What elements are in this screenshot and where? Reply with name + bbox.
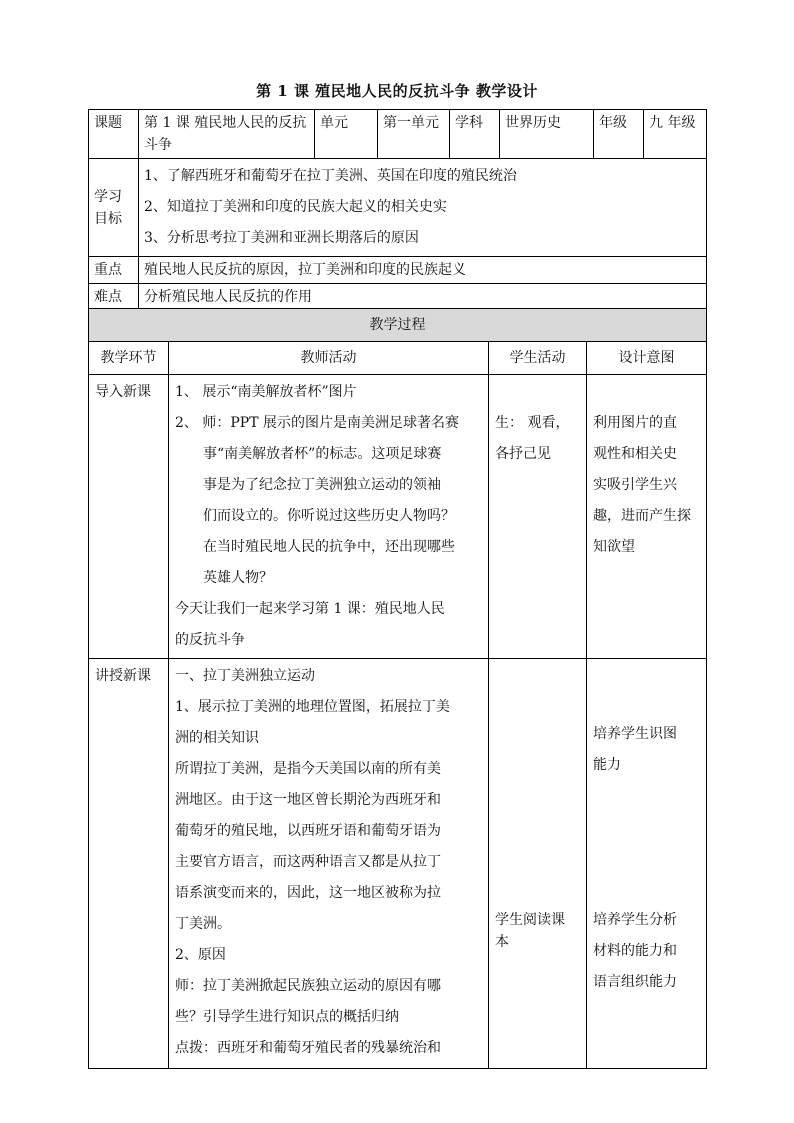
grade-label: 年级 (594, 110, 644, 159)
text-line: 葡萄牙的殖民地，以西班牙语和葡萄牙语为 (175, 823, 441, 839)
subject-value: 世界历史 (500, 110, 594, 159)
subject-label: 学科 (450, 110, 500, 159)
intro-row (89, 375, 707, 659)
lecture-row (89, 659, 707, 1069)
difficult-label: 难点 (89, 284, 139, 311)
text-line: 培养学生识图 (593, 726, 677, 742)
info-row-key (89, 257, 707, 284)
unit-value: 第一单元 (378, 110, 450, 159)
text-line: 学生阅读课 (495, 912, 565, 928)
text-line: 观性和相关史 (593, 446, 677, 462)
text-line: 材料的能力和 (593, 943, 677, 959)
text-line: 生： 观看， (495, 415, 570, 431)
text-line: 趣，进而产生探 (593, 508, 691, 524)
key-label: 重点 (89, 257, 139, 284)
text-line: 些？引导学生进行知识点的概括归纳 (175, 1009, 399, 1025)
info-row-difficult (89, 284, 707, 311)
text-line: 点拨：西班牙和葡萄牙殖民者的残暴统治和 (175, 1040, 441, 1056)
text-line: 洲地区。由于这一地区曾长期沦为西班牙和 (175, 792, 441, 808)
text-line: 语言组织能力 (593, 974, 677, 990)
header-student: 学生活动 (489, 342, 587, 375)
unit-label: 单元 (315, 110, 378, 159)
text-line: 一、拉丁美洲独立运动 (175, 668, 315, 684)
text-line: 今天让我们一起来学习第 1 课：殖民地人民 (175, 601, 445, 617)
text-line: 2、原因 (175, 947, 226, 963)
process-section-row (89, 309, 707, 342)
text-line: 洲的相关知识 (175, 730, 259, 746)
text-line: 利用图片的直 (593, 415, 677, 431)
intro-teacher-activity (169, 375, 489, 659)
process-table (88, 308, 707, 1069)
text-line: 英雄人物？ (203, 570, 273, 586)
difficult-value: 分析殖民地人民反抗的作用 (139, 284, 707, 311)
intro-student-activity (489, 375, 587, 659)
text-line: 事是为了纪念拉丁美洲独立运动的领袖 (203, 477, 441, 493)
text-line: 师：拉丁美洲掀起民族独立运动的原因有哪 (175, 978, 441, 994)
process-section-title: 教学过程 (89, 309, 707, 342)
text-line: 事“南美解放者杯”的标志。这项足球赛 (203, 446, 442, 462)
goal-item: 3、分析思考拉丁美洲和亚洲长期落后的原因 (144, 230, 419, 246)
header-teacher: 教师活动 (169, 342, 489, 375)
text-line: 各抒己见 (495, 446, 551, 462)
intro-stage: 导入新课 (89, 375, 169, 659)
goals-list (139, 159, 707, 257)
text-line: 所谓拉丁美洲，是指今天美国以南的所有美 (175, 761, 441, 777)
course-label: 课题 (89, 110, 139, 159)
grade-value: 九 年级 (644, 110, 707, 159)
spacer (593, 781, 700, 905)
text-line: 语系演变而来的，因此，这一地区被称为拉 (175, 885, 441, 901)
text-line: 1、展示拉丁美洲的地理位置图，拓展拉丁美 (175, 699, 450, 715)
info-row-goals (89, 159, 707, 257)
lecture-stage: 讲授新课 (89, 659, 169, 1069)
header-stage: 教学环节 (89, 342, 169, 375)
text-line: 们而设立的。你听说过这些历史人物吗？ (203, 508, 455, 524)
text-line: 本 (495, 934, 509, 950)
text-line: 能力 (593, 757, 621, 773)
goal-item: 2、知道拉丁美洲和印度的民族大起义的相关史实 (144, 199, 447, 215)
info-table (88, 109, 707, 311)
key-value: 殖民地人民反抗的原因，拉丁美洲和印度的民族起义 (139, 257, 707, 284)
text-line: 主要官方语言，而这两种语言又都是从拉丁 (175, 854, 441, 870)
info-row-course (89, 110, 707, 159)
text-line: 在当时殖民地人民的抗争中，还出现哪些 (203, 539, 455, 555)
text-line: 1、 展示“南美解放者杯”图片 (175, 384, 357, 400)
goals-label: 学习目标 (89, 159, 139, 257)
text-line: 知欲望 (593, 539, 635, 555)
text-line: 培养学生分析 (593, 912, 677, 928)
text-line: 实吸引学生兴 (593, 477, 677, 493)
document-title: 第 1 课 殖民地人民的反抗斗争 教学设计 (256, 82, 538, 100)
course-value: 第 1 课 殖民地人民的反抗斗争 (139, 110, 315, 159)
lecture-design-intent (587, 659, 707, 1069)
intro-design-intent (587, 375, 707, 659)
lecture-teacher-activity (169, 659, 489, 1069)
lecture-student-activity (489, 659, 587, 1069)
goal-item: 1、了解西班牙和葡萄牙在拉丁美洲、英国在印度的殖民统治 (144, 168, 517, 184)
text-line: 丁美洲。 (175, 916, 231, 932)
text-line: 2、 师：PPT 展示的图片是南美洲足球著名赛 (175, 415, 459, 431)
text-line: 的反抗斗争 (175, 632, 245, 648)
header-intent: 设计意图 (587, 342, 707, 375)
process-header-row (89, 342, 707, 375)
